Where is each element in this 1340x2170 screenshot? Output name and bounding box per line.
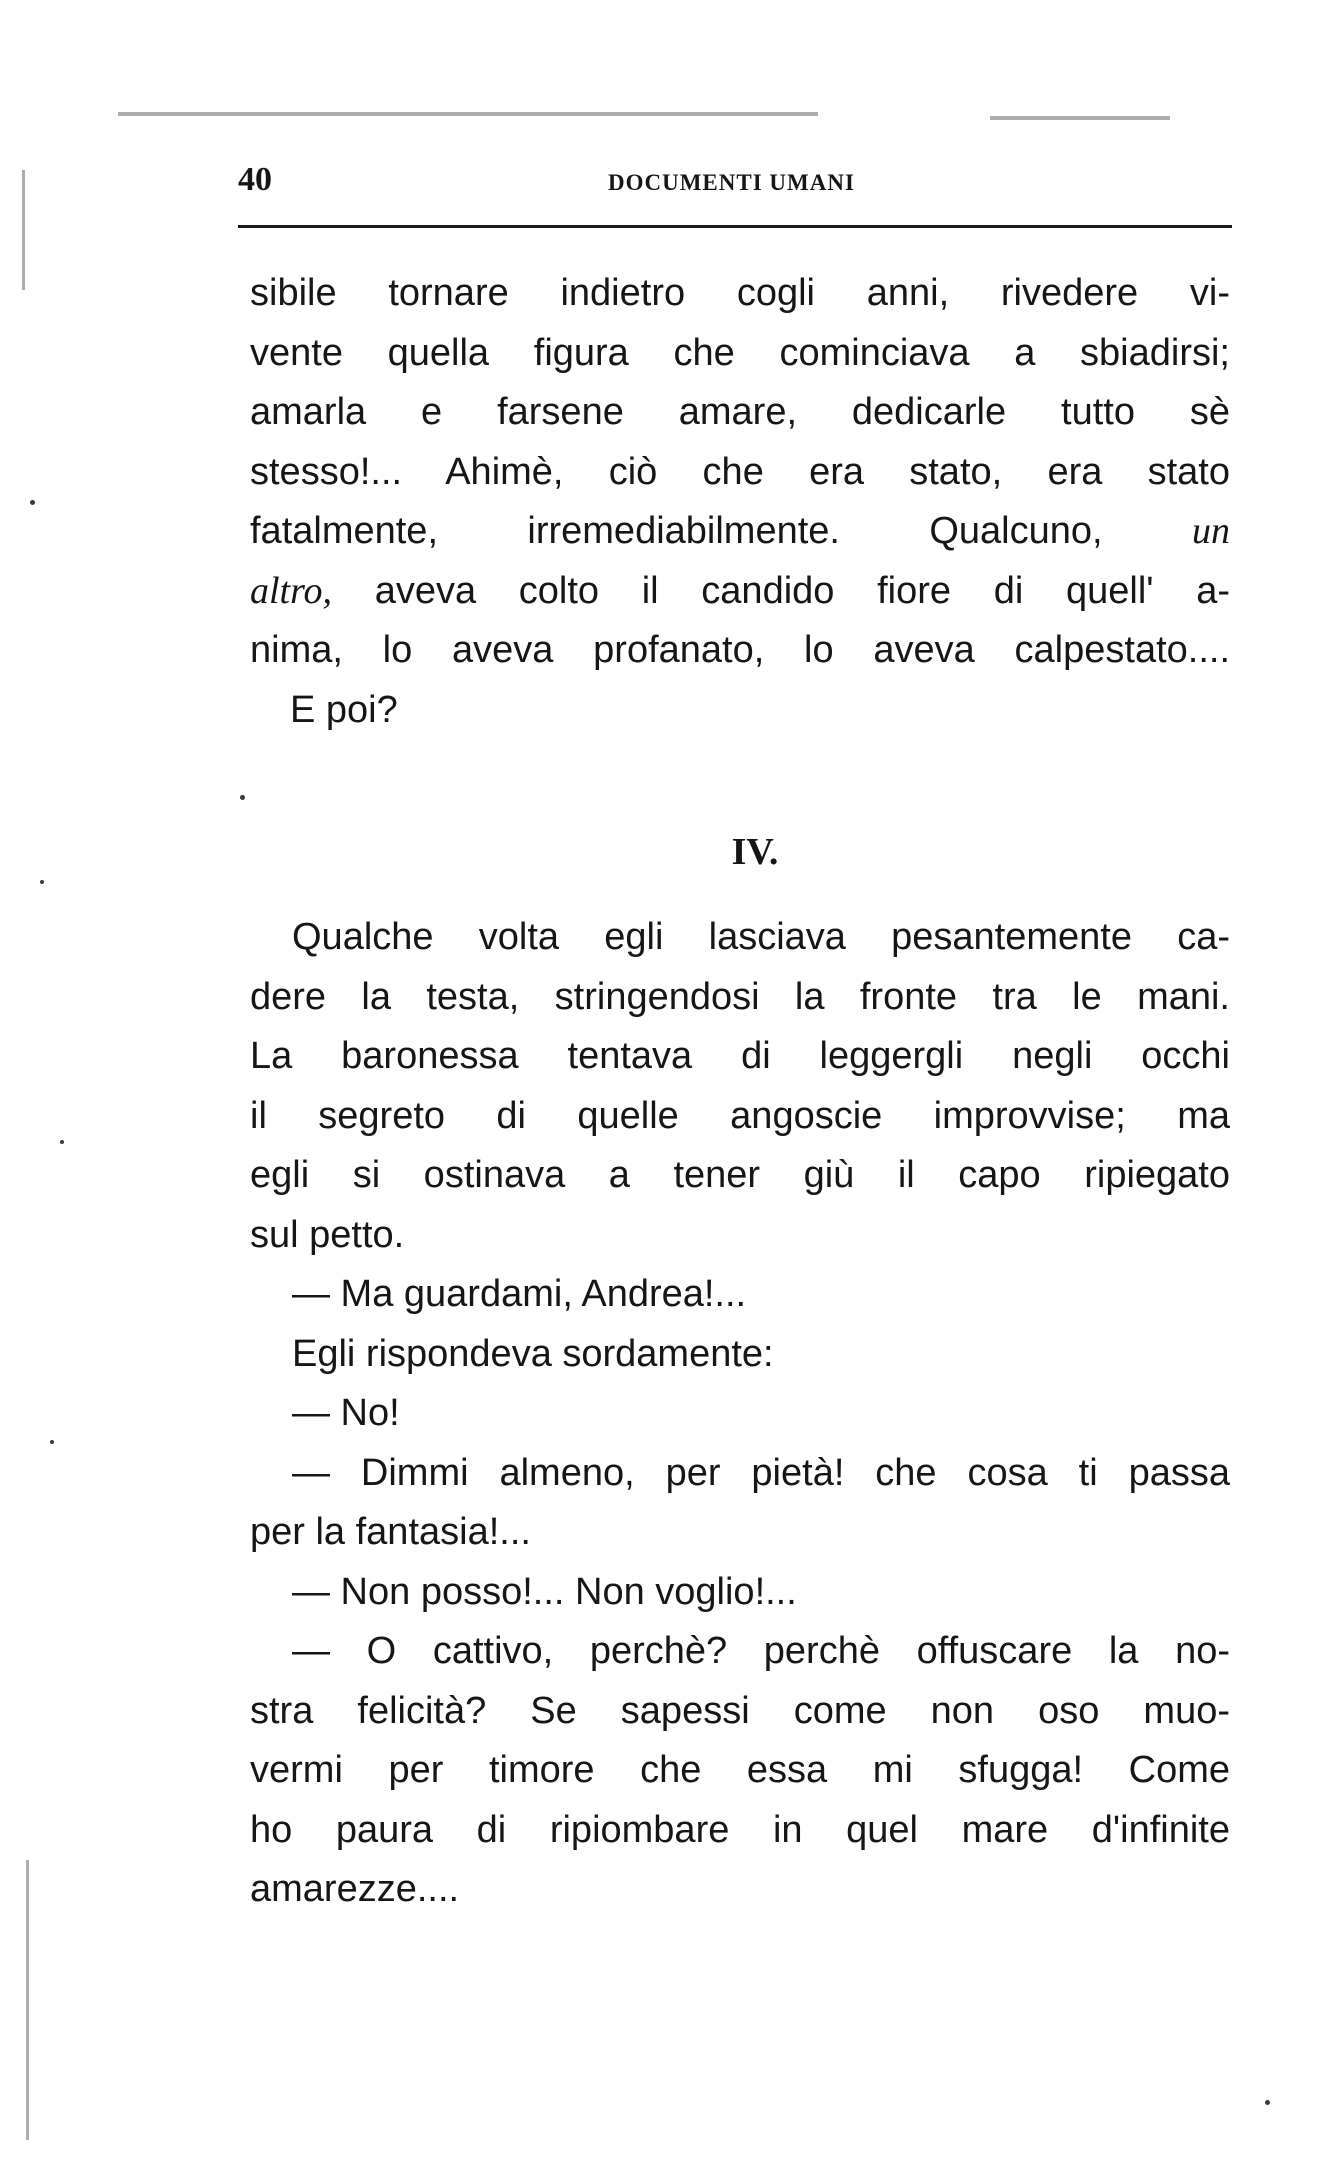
text-line: dere la testa, stringendosi la fronte tra le mani. [250,975,1230,1018]
dialogue-line: — Ma guardami, Andrea!... [292,1273,747,1315]
italic-word: altro, [250,569,332,612]
scan-noise-top [118,112,818,116]
text-line: Egli rispondeva sordamente: [292,1332,774,1375]
section-gap [250,740,1230,802]
text-line: egli si ostinava a tener giù il capo ripiegato [250,1154,1230,1196]
text-line: La baronessa tentava di leggergli negli occhi [250,1035,1230,1077]
text-line-part: aveva colto il candido fiore di quell' a- [374,569,1230,612]
text-line: amarla e farsene amare, dedicarle tutto sè [250,391,1230,433]
text-line-part: fatalmente, irremediabilmente. Qualcuno, [250,510,1103,552]
dialogue-line: — No! [292,1392,400,1434]
text-line: sibile tornare indietro cogli anni, rivedere vi- [250,272,1230,314]
text-line: amarezze.... [250,1868,460,1910]
scan-speck [240,795,245,800]
page-number: 40 [238,161,272,198]
text-line: vente quella figura che cominciava a sbiadirsi; [250,331,1230,374]
text-line: vermi per timore che essa mi sfugga! Come [250,1749,1230,1791]
text-line: sul petto. [250,1213,405,1256]
italic-word: un [1192,510,1230,552]
text-line: nima, lo aveva profanato, lo aveva calpestato.... [250,629,1230,671]
dialogue-line: — O cattivo, perchè? perchè offuscare la no- [292,1630,1230,1672]
running-title: DOCUMENTI UMANI [608,170,855,195]
scan-noise-left-edge-lower [26,1860,29,2140]
scan-noise-left-edge [22,170,25,290]
header-bar [238,160,1228,204]
dialogue-line: — Non posso!... Non voglio!... [292,1570,797,1613]
text-line [250,502,1230,562]
dialogue-line: — Dimmi almeno, per pietà! che cosa ti passa [292,1451,1230,1494]
text-line: E poi? [290,688,398,731]
text-line [250,562,1230,622]
scan-noise-top-right [990,116,1170,120]
scan-speck [40,880,44,884]
dialogue [250,1265,1230,1920]
scan-speck [50,1440,54,1444]
header-rule [238,225,1232,228]
paragraph-continued [250,264,1230,740]
paragraph [250,908,1230,1265]
scan-speck [1265,2100,1270,2105]
text-line: il segreto di quelle angoscie improvvise; ma [250,1094,1230,1137]
text-line: per la fantasia!... [250,1511,531,1553]
scan-speck [60,1140,64,1144]
chapter-heading: IV. [731,831,779,873]
scan-speck [30,500,35,505]
text-line: stra felicità? Se sapessi come non oso muo- [250,1689,1230,1732]
body-text [250,264,1230,1920]
text-line: stesso!... Ahimè, ciò che era stato, era stato [250,450,1230,493]
text-line: Qualche volta egli lasciava pesantemente ca- [292,916,1230,958]
text-line: ho paura di ripiombare in quel mare d'infinite [250,1808,1230,1851]
